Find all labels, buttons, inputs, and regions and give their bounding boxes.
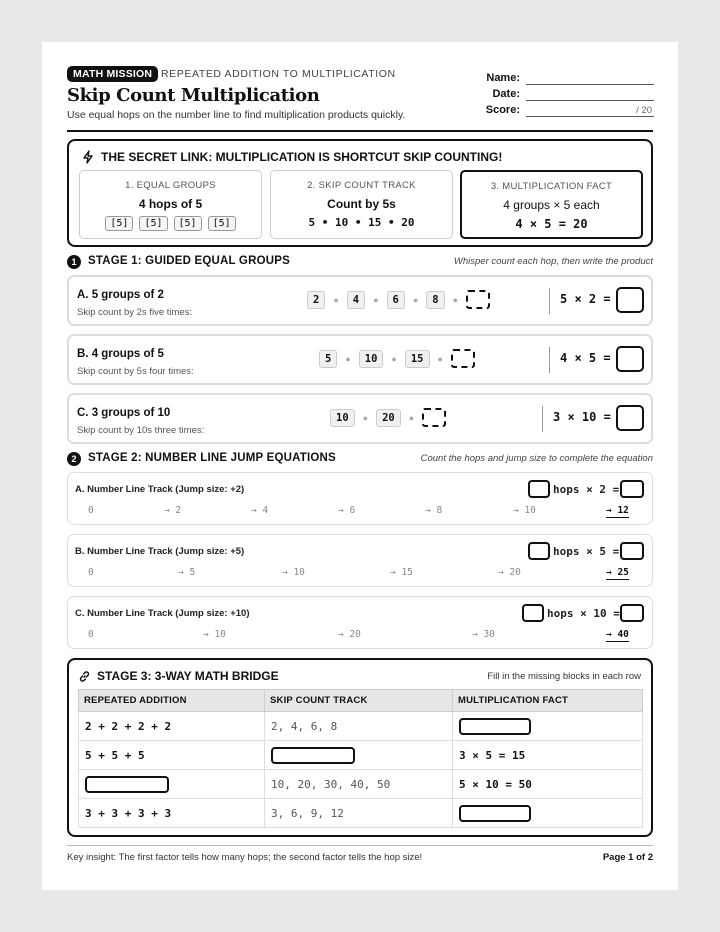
- track-tick: → 30: [472, 629, 495, 640]
- fact-cell: [453, 799, 643, 828]
- skip-count-cell: 2, 4, 6, 8: [265, 712, 453, 741]
- fact-cell: 3 × 5 = 15: [453, 741, 643, 770]
- repeated-addition-cell: [79, 770, 265, 799]
- count-tile: 2: [307, 291, 325, 309]
- track-tick: → 2: [164, 505, 182, 516]
- fill-in-box[interactable]: [459, 718, 531, 735]
- track-tick: → 8: [425, 505, 443, 516]
- page-number: Page 1 of 2: [602, 852, 653, 863]
- track-final-tick: → 12: [606, 505, 629, 516]
- page-title: Skip Count Multiplication: [67, 85, 320, 106]
- link-icon: [78, 670, 91, 683]
- hops-box[interactable]: [528, 542, 550, 560]
- track-tick: → 20: [338, 629, 361, 640]
- stage-note: Count the hops and jump size to complete the equation: [420, 453, 653, 464]
- equation: 5 × 2 =: [560, 292, 611, 306]
- group-chip: [5]: [139, 216, 167, 231]
- stage1-row-b: [67, 334, 653, 385]
- bridge-title-text: STAGE 3: 3-WAY MATH BRIDGE: [97, 669, 279, 683]
- fill-in-box[interactable]: [271, 747, 355, 764]
- missing-count-box[interactable]: [466, 290, 490, 309]
- group-chip: [5]: [105, 216, 133, 231]
- card-value: 4 hops of 5: [138, 197, 203, 211]
- card-multiplication-fact: [460, 170, 643, 239]
- product-box[interactable]: [620, 604, 644, 622]
- score-line[interactable]: [526, 116, 654, 117]
- count-tile: 8: [426, 291, 444, 309]
- skip-sequence: 5 • 10 • 15 • 20: [308, 216, 415, 229]
- row-subtitle: Skip count by 10s three times:: [77, 425, 205, 436]
- answer-box[interactable]: [616, 346, 644, 372]
- stage-number: 2: [67, 452, 81, 466]
- stage-number: 1: [67, 255, 81, 269]
- group-chips: [80, 216, 261, 231]
- hops-label: hops × 10 =: [547, 607, 620, 620]
- stage1-row-a: [67, 275, 653, 326]
- count-tile: 5: [319, 350, 337, 368]
- secret-link-panel: [67, 139, 653, 247]
- number-line-track-c: [67, 596, 653, 649]
- table-row: [79, 712, 643, 741]
- row-title: C. 3 groups of 10: [77, 407, 171, 419]
- track-tick: → 10: [282, 567, 305, 578]
- repeated-addition-cell: 5 + 5 + 5: [79, 741, 265, 770]
- date-field[interactable]: [472, 88, 654, 102]
- track-tick: 0: [88, 505, 94, 516]
- bridge-note: Fill in the missing blocks in each row: [487, 671, 641, 682]
- bridge-table: [78, 689, 643, 828]
- track-tick: → 15: [390, 567, 413, 578]
- track-tick: → 4: [251, 505, 269, 516]
- group-chip: [5]: [174, 216, 202, 231]
- repeated-addition-cell: 2 + 2 + 2 + 2: [79, 712, 265, 741]
- group-chip: [5]: [208, 216, 236, 231]
- card-value: Count by 5s: [327, 197, 396, 211]
- product-box[interactable]: [620, 480, 644, 498]
- stage-note: Whisper count each hop, then write the product: [453, 256, 653, 267]
- column-header: SKIP COUNT TRACK: [265, 690, 453, 712]
- track-tick: 0: [88, 567, 94, 578]
- track-tick: → 5: [178, 567, 196, 578]
- table-row: [79, 741, 643, 770]
- date-line[interactable]: [526, 100, 654, 101]
- fill-in-box[interactable]: [85, 776, 169, 793]
- bridge-title: [78, 669, 279, 683]
- skip-count-cell: 3, 6, 9, 12: [265, 799, 453, 828]
- track-final-tick: → 25: [606, 567, 629, 578]
- hops-box[interactable]: [522, 604, 544, 622]
- math-bridge-panel: [67, 658, 653, 837]
- lightning-icon: [81, 150, 95, 164]
- track-title: A. Number Line Track (Jump size: +2): [75, 484, 245, 495]
- name-label: Name:: [486, 72, 520, 84]
- table-header-row: [79, 690, 643, 712]
- hops-box[interactable]: [528, 480, 550, 498]
- product-box[interactable]: [620, 542, 644, 560]
- equation: 4 × 5 =: [560, 351, 611, 365]
- missing-count-box[interactable]: [422, 408, 446, 427]
- card-skip-count: [270, 170, 453, 239]
- key-insight: Key insight: The first factor tells how many hops; the second factor tells the hop size!: [67, 852, 423, 863]
- stage1-header: [67, 254, 653, 270]
- count-tile: 6: [387, 291, 405, 309]
- worksheet-page: [42, 42, 678, 890]
- row-title: A. 5 groups of 2: [77, 289, 164, 301]
- card-equal-groups: [79, 170, 262, 239]
- secret-link-title: [81, 150, 502, 164]
- stage-title: STAGE 1: GUIDED EQUAL GROUPS: [88, 255, 290, 267]
- skip-count-cell: [265, 741, 453, 770]
- hops-label: hops × 5 =: [553, 545, 620, 558]
- footer-divider: [67, 845, 653, 846]
- row-subtitle: Skip count by 5s four times:: [77, 366, 194, 377]
- stage2-header: [67, 451, 653, 467]
- track-final-tick: → 40: [606, 629, 629, 640]
- count-tile: 4: [347, 291, 365, 309]
- score-label: Score:: [485, 104, 520, 116]
- track-tick: → 10: [513, 505, 536, 516]
- track-title: C. Number Line Track (Jump size: +10): [75, 608, 250, 619]
- fill-in-box[interactable]: [459, 805, 531, 822]
- number-line-track-a: [67, 472, 653, 525]
- track-tick: → 10: [203, 629, 226, 640]
- track-tick: 0: [88, 629, 94, 640]
- count-tile: 20: [376, 409, 401, 427]
- skip-sequence: 10 ● 20 ●: [330, 408, 446, 427]
- count-tile: 15: [405, 350, 430, 368]
- topic-subtitle: REPEATED ADDITION TO MULTIPLICATION: [161, 68, 396, 80]
- table-row: [79, 770, 643, 799]
- mission-badge: MATH MISSION: [67, 66, 158, 82]
- skip-count-cell: 10, 20, 30, 40, 50: [265, 770, 453, 799]
- number-line-track-b: [67, 534, 653, 587]
- stage-title: STAGE 2: NUMBER LINE JUMP EQUATIONS: [88, 452, 336, 464]
- repeated-addition-cell: 3 + 3 + 3 + 3: [79, 799, 265, 828]
- fact-cell: [453, 712, 643, 741]
- card-value: 4 groups × 5 each: [503, 198, 600, 212]
- name-field[interactable]: [472, 72, 654, 86]
- track-title: B. Number Line Track (Jump size: +5): [75, 546, 245, 557]
- header-divider: [67, 130, 653, 132]
- intro-text: Use equal hops on the number line to find multiplication products quickly.: [67, 109, 406, 121]
- count-tile: 10: [330, 409, 355, 427]
- answer-box[interactable]: [616, 405, 644, 431]
- name-line[interactable]: [526, 84, 654, 85]
- card-title: 3. MULTIPLICATION FACT: [490, 181, 613, 192]
- stage1-row-c: [67, 393, 653, 444]
- column-header: MULTIPLICATION FACT: [453, 690, 643, 712]
- card-title: 1. EQUAL GROUPS: [125, 180, 216, 191]
- score-field[interactable]: [472, 104, 654, 118]
- table-row: [79, 799, 643, 828]
- hops-label: hops × 2 =: [553, 483, 620, 496]
- secret-link-text: THE SECRET LINK: MULTIPLICATION IS SHORTCUT SKIP COUNTING!: [101, 150, 503, 164]
- card-title: 2. SKIP COUNT TRACK: [307, 180, 416, 191]
- multiplication-fact: 4 × 5 = 20: [515, 217, 588, 231]
- row-subtitle: Skip count by 2s five times:: [77, 307, 193, 318]
- column-header: REPEATED ADDITION: [79, 690, 265, 712]
- skip-sequence: 5 ● 10 ● 15 ●: [319, 349, 475, 368]
- track-tick: → 20: [498, 567, 521, 578]
- date-label: Date:: [492, 88, 520, 100]
- track-tick: → 6: [338, 505, 356, 516]
- score-max: / 20: [636, 105, 652, 116]
- missing-count-box[interactable]: [451, 349, 475, 368]
- row-title: B. 4 groups of 5: [77, 348, 164, 360]
- count-tile: 10: [359, 350, 384, 368]
- answer-box[interactable]: [616, 287, 644, 313]
- skip-sequence: 2 ● 4 ● 6 ● 8 ●: [307, 290, 490, 309]
- equation: 3 × 10 =: [553, 410, 611, 424]
- fact-cell: 5 × 10 = 50: [453, 770, 643, 799]
